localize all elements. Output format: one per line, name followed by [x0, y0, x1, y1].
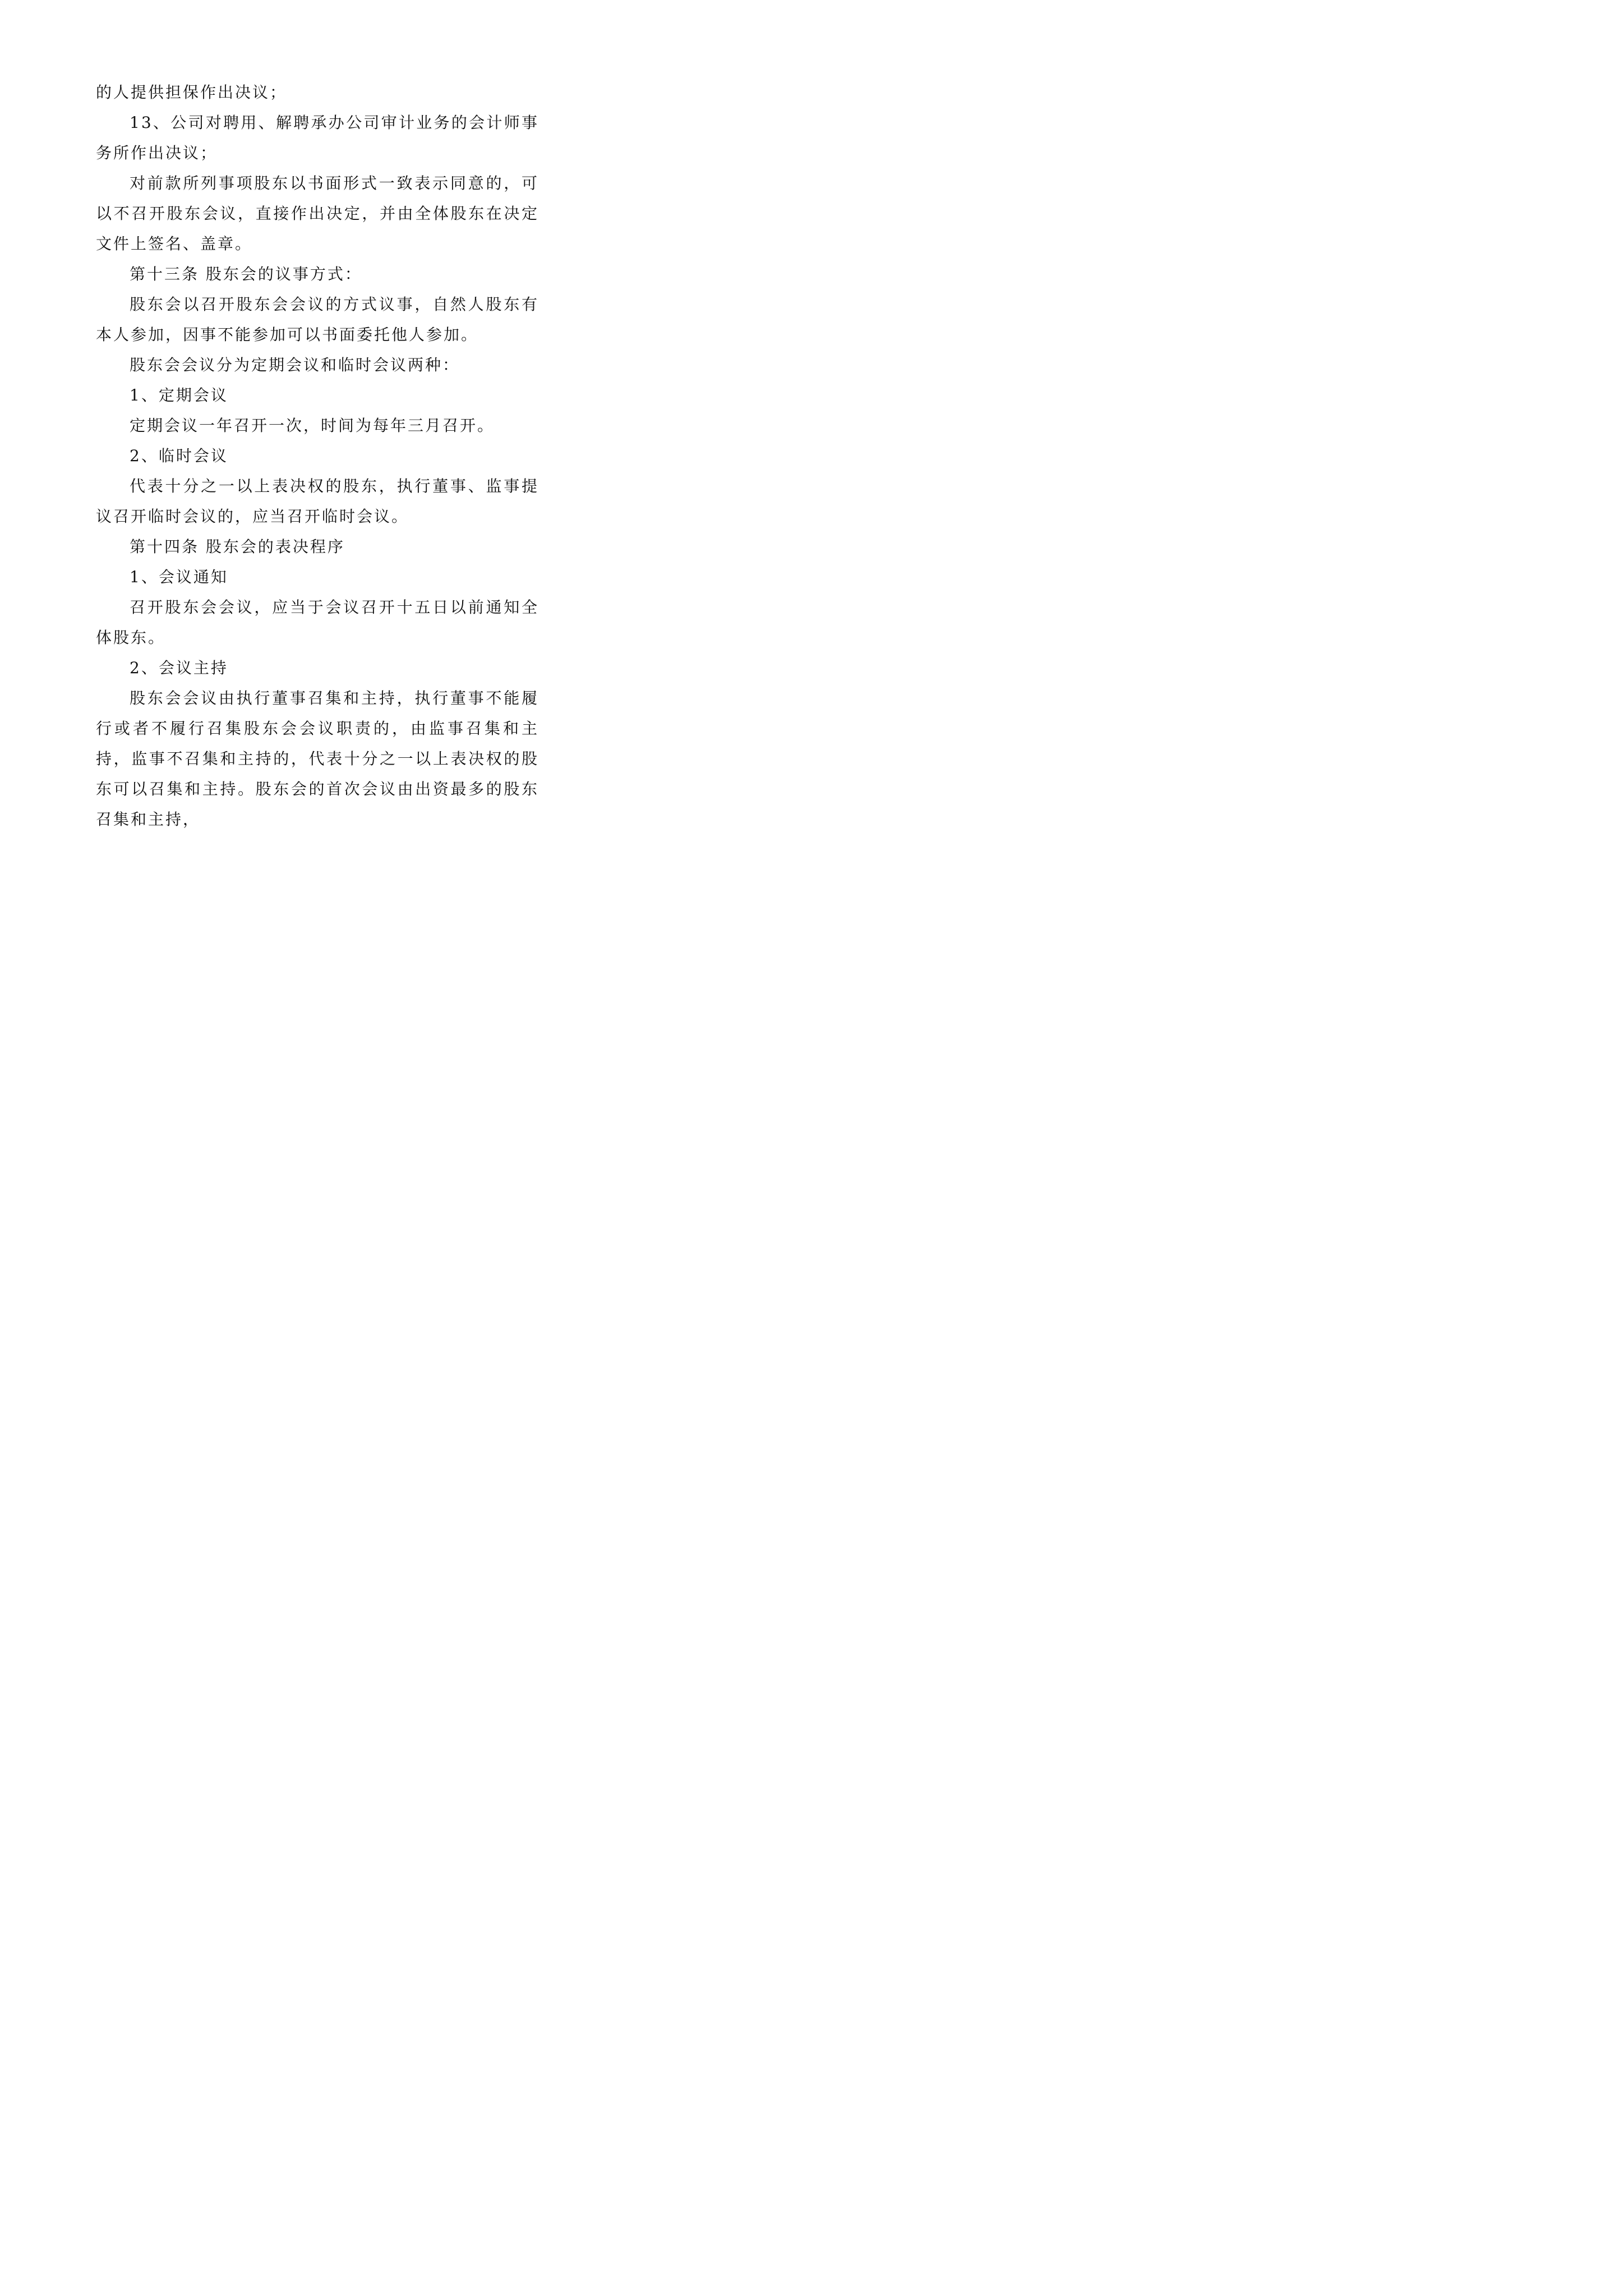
paragraph: 13、公司对聘用、解聘承办公司审计业务的会计师事务所作出决议； — [96, 113, 539, 162]
paragraph: 代表十分之一以上表决权的股东，执行董事、监事提议召开临时会议的，应当召开临时会议。 — [96, 477, 539, 526]
paragraph: 股东会会议分为定期会议和临时会议两种： — [130, 356, 460, 374]
document-body — [96, 77, 539, 835]
list-item: 1、定期会议 — [130, 386, 228, 404]
section-heading: 第十三条 股东会的议事方式： — [130, 265, 362, 283]
paragraph: 召开股东会会议，应当于会议召开十五日以前通知全体股东。 — [96, 598, 539, 647]
list-item: 2、会议主持 — [130, 659, 228, 677]
paragraph: 的人提供担保作出决议； — [96, 83, 288, 102]
paragraph: 定期会议一年召开一次，时间为每年三月召开。 — [130, 416, 495, 435]
paragraph: 股东会以召开股东会会议的方式议事，自然人股东有本人参加，因事不能参加可以书面委托他人参加。 — [96, 295, 539, 344]
document-page — [0, 0, 634, 898]
list-item: 1、会议通知 — [130, 568, 228, 586]
section-heading: 第十四条 股东会的表决程序 — [130, 537, 345, 556]
list-item: 2、临时会议 — [130, 447, 228, 465]
paragraph: 对前款所列事项股东以书面形式一致表示同意的，可以不召开股东会议，直接作出决定，并由全体股东在决定文件上签名、盖章。 — [96, 174, 539, 253]
paragraph: 股东会会议由执行董事召集和主持，执行董事不能履行或者不履行召集股东会会议职责的，由监事召集和主持，监事不召集和主持的，代表十分之一以上表决权的股东可以召集和主持。股东会的首次会议由出资最多的股东召集和主持， — [96, 689, 539, 829]
